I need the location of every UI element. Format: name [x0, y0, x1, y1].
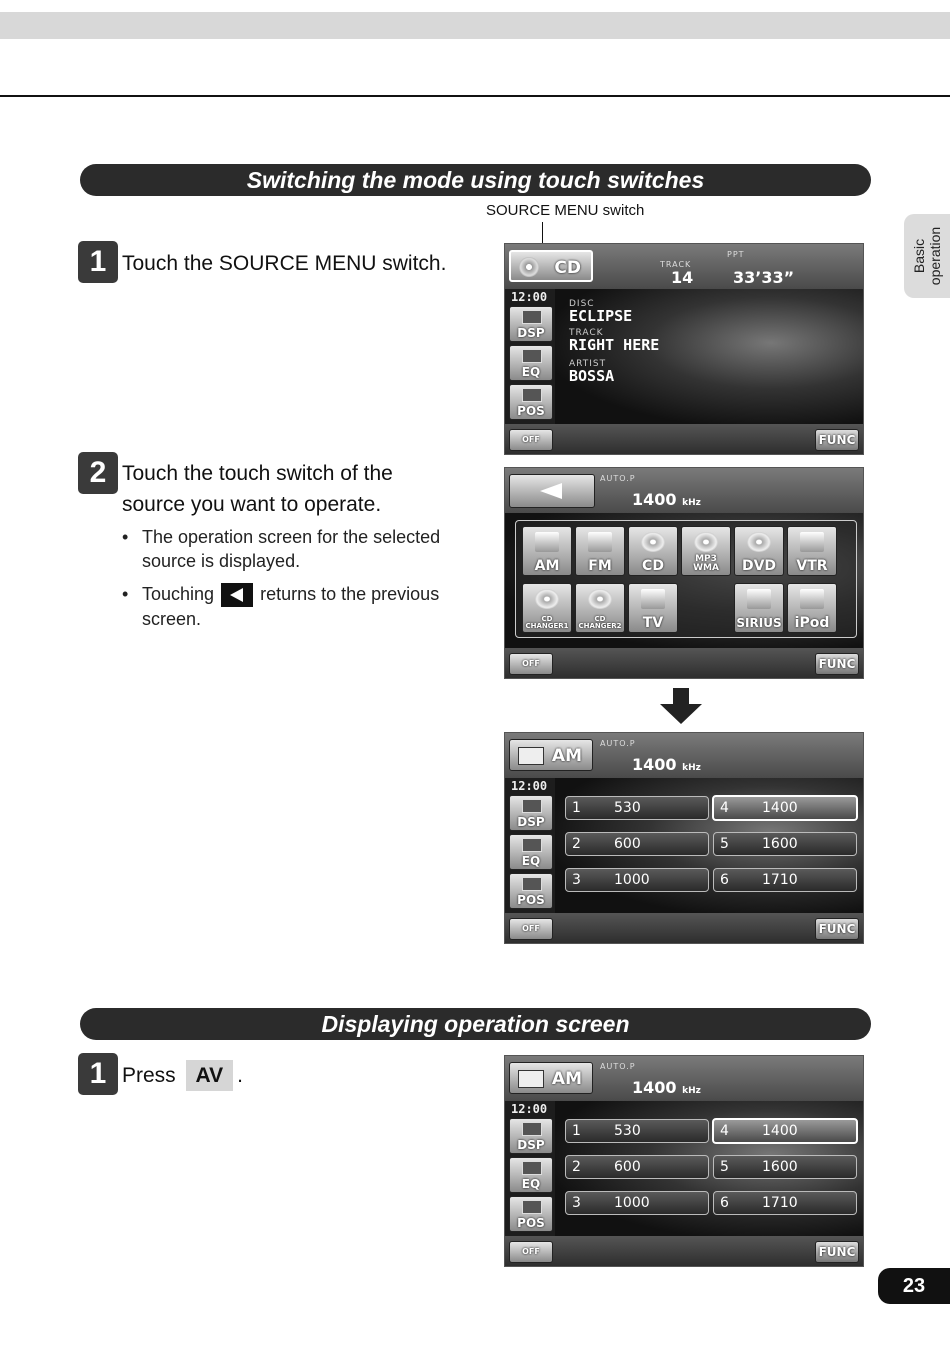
elapsed-time: 33’33”: [733, 268, 795, 287]
eq-icon: [522, 838, 542, 852]
source-cd-changer1-button[interactable]: [522, 583, 572, 633]
frequency-value: 1400: [632, 490, 677, 509]
source-label: CD: [642, 558, 664, 574]
time-caption: PPT: [727, 250, 745, 259]
bullet-item: • Touching returns to the previous screen.: [122, 584, 440, 630]
source-dvd-button[interactable]: [734, 526, 784, 576]
step-number: 2: [78, 452, 118, 494]
bullet-text-post: returns to the previous screen.: [142, 584, 440, 630]
source-mp3-wma-button[interactable]: [681, 526, 731, 576]
frequency-display: [632, 490, 701, 509]
preset-button[interactable]: [565, 1155, 709, 1179]
preset-number: 4: [720, 800, 729, 816]
disc-icon: [519, 257, 539, 277]
dsp-button[interactable]: [509, 1118, 553, 1154]
source-menu-panel: [515, 520, 857, 638]
pos-button[interactable]: [509, 873, 553, 909]
preset-number: 4: [720, 1123, 729, 1139]
source-label: AM: [534, 558, 560, 574]
dsp-label: DSP: [517, 326, 545, 340]
screen-bottom-bar: [505, 913, 863, 943]
preset-button[interactable]: [713, 1155, 857, 1179]
header-band: [0, 12, 950, 39]
section-title-switching: Switching the mode using touch switches: [80, 164, 871, 196]
preset-frequency: 1600: [762, 1159, 798, 1175]
screen-bottom-bar: [505, 424, 863, 454]
source-sirius-button[interactable]: [734, 583, 784, 633]
back-button[interactable]: [509, 474, 595, 508]
pos-button[interactable]: [509, 1196, 553, 1232]
dsp-button[interactable]: [509, 306, 553, 342]
preset-number: 5: [720, 836, 729, 852]
bullet-text-pre: Touching: [142, 584, 215, 604]
back-arrow-icon: [221, 583, 253, 607]
radio-icon: [518, 747, 544, 765]
clock: 12:00: [511, 1102, 548, 1116]
preset-frequency: 600: [614, 836, 641, 852]
step-text-pre: Press: [122, 1064, 176, 1087]
section-title-displaying: Displaying operation screen: [80, 1008, 871, 1040]
source-label: TV: [642, 615, 664, 631]
pos-label: POS: [517, 404, 545, 418]
source-label: DVD: [741, 558, 777, 574]
disc-stack-icon: [588, 589, 612, 609]
off-button[interactable]: OFF: [509, 429, 553, 451]
pos-label: POS: [517, 1216, 545, 1230]
step-text: [122, 1060, 422, 1091]
eq-icon: [522, 349, 542, 363]
source-label: FM: [588, 558, 612, 574]
arrow-down-icon: [660, 688, 702, 724]
satellite-icon: [747, 589, 771, 609]
step-text: Touch the touch switch of the source you want to operate.: [122, 462, 393, 516]
dsp-icon: [522, 799, 542, 813]
source-label: CD CHANGER1: [525, 615, 569, 630]
screen-bottom-bar: [505, 1236, 863, 1266]
preset-frequency: 530: [614, 800, 641, 816]
func-button[interactable]: FUNC: [815, 429, 859, 451]
preset-button[interactable]: [565, 1191, 709, 1215]
auto-p-caption: AUTO.P: [600, 474, 636, 483]
pos-icon: [522, 877, 542, 891]
radio-icon: [535, 532, 559, 552]
artist-caption: ARTIST: [569, 359, 607, 369]
func-button[interactable]: FUNC: [815, 653, 859, 675]
bullet-item: • The operation screen for the selected source is displayed.: [122, 525, 472, 573]
disc-title: ECLIPSE: [569, 307, 633, 325]
preset-number: 2: [572, 1159, 581, 1175]
frequency-value: 1400: [632, 755, 677, 774]
preset-frequency: 1000: [614, 872, 650, 888]
source-menu-button[interactable]: [509, 1062, 593, 1094]
track-title: RIGHT HERE: [569, 336, 660, 354]
source-ipod-button[interactable]: [787, 583, 837, 633]
source-label: AM: [551, 746, 582, 766]
eq-label: EQ: [521, 1177, 541, 1191]
disc-icon: [747, 532, 771, 552]
eq-icon: [522, 1161, 542, 1175]
auto-p-caption: AUTO.P: [600, 1062, 636, 1071]
bullet-text: The operation screen for the selected source is displayed.: [142, 527, 441, 571]
source-label: MP3 WMA: [693, 554, 719, 573]
source-label: VTR: [796, 558, 828, 574]
disc-caption: DISC: [569, 299, 595, 309]
preset-button[interactable]: [565, 796, 709, 820]
preset-frequency: 1400: [762, 1123, 798, 1139]
source-vtr-button[interactable]: [787, 526, 837, 576]
radio-icon: [588, 532, 612, 552]
eq-button[interactable]: [509, 1157, 553, 1193]
tv-icon: [641, 589, 665, 609]
preset-frequency: 530: [614, 1123, 641, 1139]
preset-number: 6: [720, 1195, 729, 1211]
eq-button[interactable]: [509, 834, 553, 870]
source-fm-button[interactable]: [575, 526, 625, 576]
preset-button[interactable]: [565, 1119, 709, 1143]
source-am-button[interactable]: [522, 526, 572, 576]
screen-source-menu: [504, 467, 864, 679]
disc-icon: [641, 532, 665, 552]
dsp-button[interactable]: [509, 795, 553, 831]
cassette-icon: [800, 532, 824, 552]
eq-button[interactable]: [509, 345, 553, 381]
source-label: SIRIUS: [736, 616, 782, 630]
source-label: CD CHANGER2: [578, 615, 622, 630]
auto-p-caption: AUTO.P: [600, 739, 636, 748]
source-label: AM: [551, 1069, 582, 1089]
source-cd-changer2-button[interactable]: [575, 583, 625, 633]
av-key: AV: [186, 1060, 234, 1091]
preset-button[interactable]: [565, 832, 709, 856]
source-tv-button[interactable]: [628, 583, 678, 633]
func-button[interactable]: FUNC: [815, 1241, 859, 1263]
preset-number: 1: [572, 1123, 581, 1139]
dsp-icon: [522, 310, 542, 324]
frequency-value: 1400: [632, 1078, 677, 1097]
func-button[interactable]: FUNC: [815, 918, 859, 940]
screen-bottom-bar: [505, 648, 863, 678]
radio-icon: [518, 1070, 544, 1088]
track-caption: TRACK: [660, 260, 692, 269]
step-text: Touch the SOURCE MENU switch.: [122, 252, 447, 275]
preset-number: 5: [720, 1159, 729, 1175]
source-label: iPod: [794, 615, 830, 631]
preset-number: 3: [572, 872, 581, 888]
artist-name: BOSSA: [569, 367, 615, 385]
preset-number: 1: [572, 800, 581, 816]
pos-icon: [522, 1200, 542, 1214]
preset-button[interactable]: [565, 868, 709, 892]
screen-am: [504, 732, 864, 944]
page-number: 23: [878, 1268, 950, 1304]
preset-button-selected[interactable]: [712, 795, 858, 821]
eq-label: EQ: [521, 365, 541, 379]
screen-cd: [504, 243, 864, 455]
preset-number: 2: [572, 836, 581, 852]
preset-number: 3: [572, 1195, 581, 1211]
eq-label: EQ: [521, 854, 541, 868]
disc-stack-icon: [535, 589, 559, 609]
frequency-display: [632, 1078, 701, 1097]
pos-icon: [522, 388, 542, 402]
source-label: CD: [554, 258, 581, 278]
dsp-label: DSP: [517, 815, 545, 829]
preset-frequency: 1710: [762, 1195, 798, 1211]
frequency-unit: kHz: [682, 1086, 701, 1096]
preset-button-selected[interactable]: [712, 1118, 858, 1144]
header-rule: [0, 95, 950, 97]
step-number: 1: [78, 1053, 118, 1095]
track-number: 14: [671, 268, 694, 287]
preset-button[interactable]: [713, 868, 857, 892]
pos-button[interactable]: [509, 384, 553, 420]
frequency-unit: kHz: [682, 498, 701, 508]
dsp-icon: [522, 1122, 542, 1136]
preset-frequency: 600: [614, 1159, 641, 1175]
preset-frequency: 1000: [614, 1195, 650, 1211]
frequency-display: [632, 755, 701, 774]
pos-label: POS: [517, 893, 545, 907]
source-menu-callout: SOURCE MENU switch: [486, 202, 645, 219]
track-title-caption: TRACK: [569, 328, 604, 338]
source-menu-button[interactable]: [509, 250, 593, 282]
off-button[interactable]: OFF: [509, 1241, 553, 1263]
clock: 12:00: [511, 779, 548, 793]
preset-frequency: 1710: [762, 872, 798, 888]
preset-number: 6: [720, 872, 729, 888]
screen-am-operation: [504, 1055, 864, 1267]
source-cd-button[interactable]: [628, 526, 678, 576]
frequency-unit: kHz: [682, 763, 701, 773]
source-menu-button[interactable]: [509, 739, 593, 771]
preset-button[interactable]: [713, 832, 857, 856]
disc-icon: [694, 532, 718, 552]
step-number: 1: [78, 241, 118, 283]
step-text-post: .: [237, 1064, 243, 1087]
preset-frequency: 1400: [762, 800, 798, 816]
ipod-icon: [800, 589, 824, 609]
preset-frequency: 1600: [762, 836, 798, 852]
preset-button[interactable]: [713, 1191, 857, 1215]
off-button[interactable]: OFF: [509, 653, 553, 675]
dsp-label: DSP: [517, 1138, 545, 1152]
side-tab: [904, 214, 950, 298]
off-button[interactable]: OFF: [509, 918, 553, 940]
clock: 12:00: [511, 290, 548, 304]
side-tab-label: Basic operation: [911, 226, 943, 286]
